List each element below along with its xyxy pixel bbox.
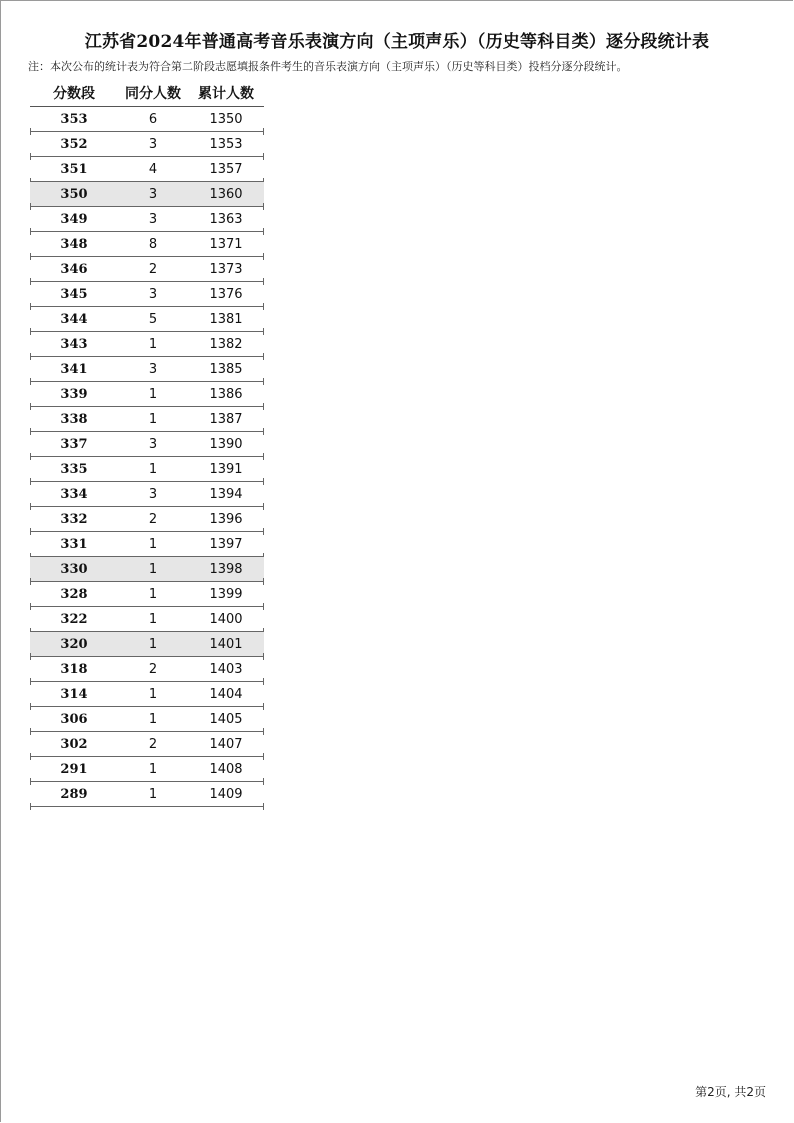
table-row [30, 757, 264, 782]
score-cell: 353 [60, 111, 88, 127]
score-distribution-table [30, 80, 264, 807]
score-cell: 314 [60, 686, 88, 702]
same-count-cell: 2 [148, 261, 158, 277]
same-count-cell: 2 [148, 736, 158, 752]
table-row [30, 507, 264, 532]
cumulative-cell: 1353 [209, 136, 243, 152]
cumulative-cell: 1408 [209, 761, 243, 777]
score-cell: 306 [60, 711, 88, 727]
column-header-same-count: 同分人数 [125, 86, 181, 102]
cumulative-cell: 1357 [209, 161, 243, 177]
score-cell: 339 [60, 386, 88, 402]
score-cell: 328 [60, 586, 88, 602]
score-cell: 349 [60, 211, 88, 227]
cumulative-cell: 1394 [209, 486, 243, 502]
same-count-cell: 1 [148, 636, 158, 652]
cumulative-cell: 1391 [209, 461, 243, 477]
cumulative-cell: 1350 [209, 111, 243, 127]
table-row [30, 182, 264, 207]
table-row [30, 482, 264, 507]
cumulative-cell: 1409 [209, 786, 243, 802]
score-cell: 302 [60, 736, 88, 752]
cumulative-cell: 1400 [209, 611, 243, 627]
same-count-cell: 1 [148, 336, 158, 352]
table-row [30, 282, 264, 307]
score-cell: 334 [60, 486, 88, 502]
score-cell: 320 [60, 636, 88, 652]
table-row [30, 107, 264, 132]
table-row [30, 582, 264, 607]
same-count-cell: 1 [148, 761, 158, 777]
score-cell: 338 [60, 411, 88, 427]
table-header-row [30, 80, 264, 107]
table-row [30, 382, 264, 407]
table-row [30, 657, 264, 682]
same-count-cell: 2 [148, 661, 158, 677]
same-count-cell: 1 [148, 411, 158, 427]
score-cell: 330 [60, 561, 88, 577]
score-cell: 345 [60, 286, 88, 302]
same-count-cell: 6 [148, 111, 158, 127]
same-count-cell: 4 [148, 161, 158, 177]
table-row [30, 782, 264, 807]
same-count-cell: 3 [148, 486, 158, 502]
cumulative-cell: 1376 [209, 286, 243, 302]
score-cell: 335 [60, 461, 88, 477]
cumulative-cell: 1396 [209, 511, 243, 527]
same-count-cell: 1 [148, 711, 158, 727]
score-cell: 351 [60, 161, 88, 177]
score-cell: 291 [60, 761, 88, 777]
table-row [30, 332, 264, 357]
score-cell: 341 [60, 361, 88, 377]
score-cell: 350 [60, 186, 88, 202]
score-cell: 344 [60, 311, 88, 327]
table-row [30, 357, 264, 382]
score-cell: 331 [60, 536, 88, 552]
cumulative-cell: 1401 [209, 636, 243, 652]
same-count-cell: 1 [148, 461, 158, 477]
cumulative-cell: 1397 [209, 536, 243, 552]
same-count-cell: 3 [148, 211, 158, 227]
same-count-cell: 1 [148, 536, 158, 552]
cumulative-cell: 1387 [209, 411, 243, 427]
cumulative-cell: 1371 [209, 236, 243, 252]
score-cell: 348 [60, 236, 88, 252]
table-row [30, 407, 264, 432]
cumulative-cell: 1382 [209, 336, 243, 352]
cumulative-cell: 1390 [209, 436, 243, 452]
table-row [30, 432, 264, 457]
same-count-cell: 3 [148, 436, 158, 452]
cumulative-cell: 1405 [209, 711, 243, 727]
column-header-cumulative: 累计人数 [198, 86, 254, 102]
table-row [30, 557, 264, 582]
table-row [30, 457, 264, 482]
same-count-cell: 1 [148, 611, 158, 627]
same-count-cell: 1 [148, 586, 158, 602]
table-row [30, 732, 264, 757]
cumulative-cell: 1363 [209, 211, 243, 227]
score-cell: 346 [60, 261, 88, 277]
cumulative-cell: 1373 [209, 261, 243, 277]
page-title: 江苏省2024年普通高考音乐表演方向（主项声乐）（历史等科目类）逐分段统计表 [84, 32, 710, 52]
score-cell: 318 [60, 661, 88, 677]
same-count-cell: 1 [148, 686, 158, 702]
table-row [30, 207, 264, 232]
score-cell: 352 [60, 136, 88, 152]
cumulative-cell: 1385 [209, 361, 243, 377]
table-row [30, 232, 264, 257]
score-cell: 343 [60, 336, 88, 352]
score-cell: 337 [60, 436, 88, 452]
cumulative-cell: 1403 [209, 661, 243, 677]
table-row [30, 632, 264, 657]
table-body [30, 107, 264, 807]
same-count-cell: 3 [148, 136, 158, 152]
page-number: 第2页, 共2页 [695, 1085, 766, 1099]
same-count-cell: 3 [148, 286, 158, 302]
table-note: 注：本次公布的统计表为符合第二阶段志愿填报条件考生的音乐表演方向（主项声乐）（历史等科目类）投档分逐分段统计。 [28, 60, 628, 73]
cumulative-cell: 1404 [209, 686, 243, 702]
same-count-cell: 1 [148, 386, 158, 402]
cumulative-cell: 1407 [209, 736, 243, 752]
same-count-cell: 3 [148, 186, 158, 202]
score-cell: 289 [60, 786, 88, 802]
score-cell: 332 [60, 511, 88, 527]
same-count-cell: 8 [148, 236, 158, 252]
cumulative-cell: 1399 [209, 586, 243, 602]
table-row [30, 157, 264, 182]
table-row [30, 682, 264, 707]
cumulative-cell: 1398 [209, 561, 243, 577]
cumulative-cell: 1381 [209, 311, 243, 327]
table-row [30, 257, 264, 282]
same-count-cell: 1 [148, 786, 158, 802]
same-count-cell: 1 [148, 561, 158, 577]
same-count-cell: 5 [148, 311, 158, 327]
column-header-score: 分数段 [53, 86, 95, 102]
same-count-cell: 3 [148, 361, 158, 377]
table-row [30, 307, 264, 332]
cumulative-cell: 1386 [209, 386, 243, 402]
cumulative-cell: 1360 [209, 186, 243, 202]
table-row [30, 707, 264, 732]
table-row [30, 532, 264, 557]
score-cell: 322 [60, 611, 88, 627]
same-count-cell: 2 [148, 511, 158, 527]
table-row [30, 132, 264, 157]
table-row [30, 607, 264, 632]
